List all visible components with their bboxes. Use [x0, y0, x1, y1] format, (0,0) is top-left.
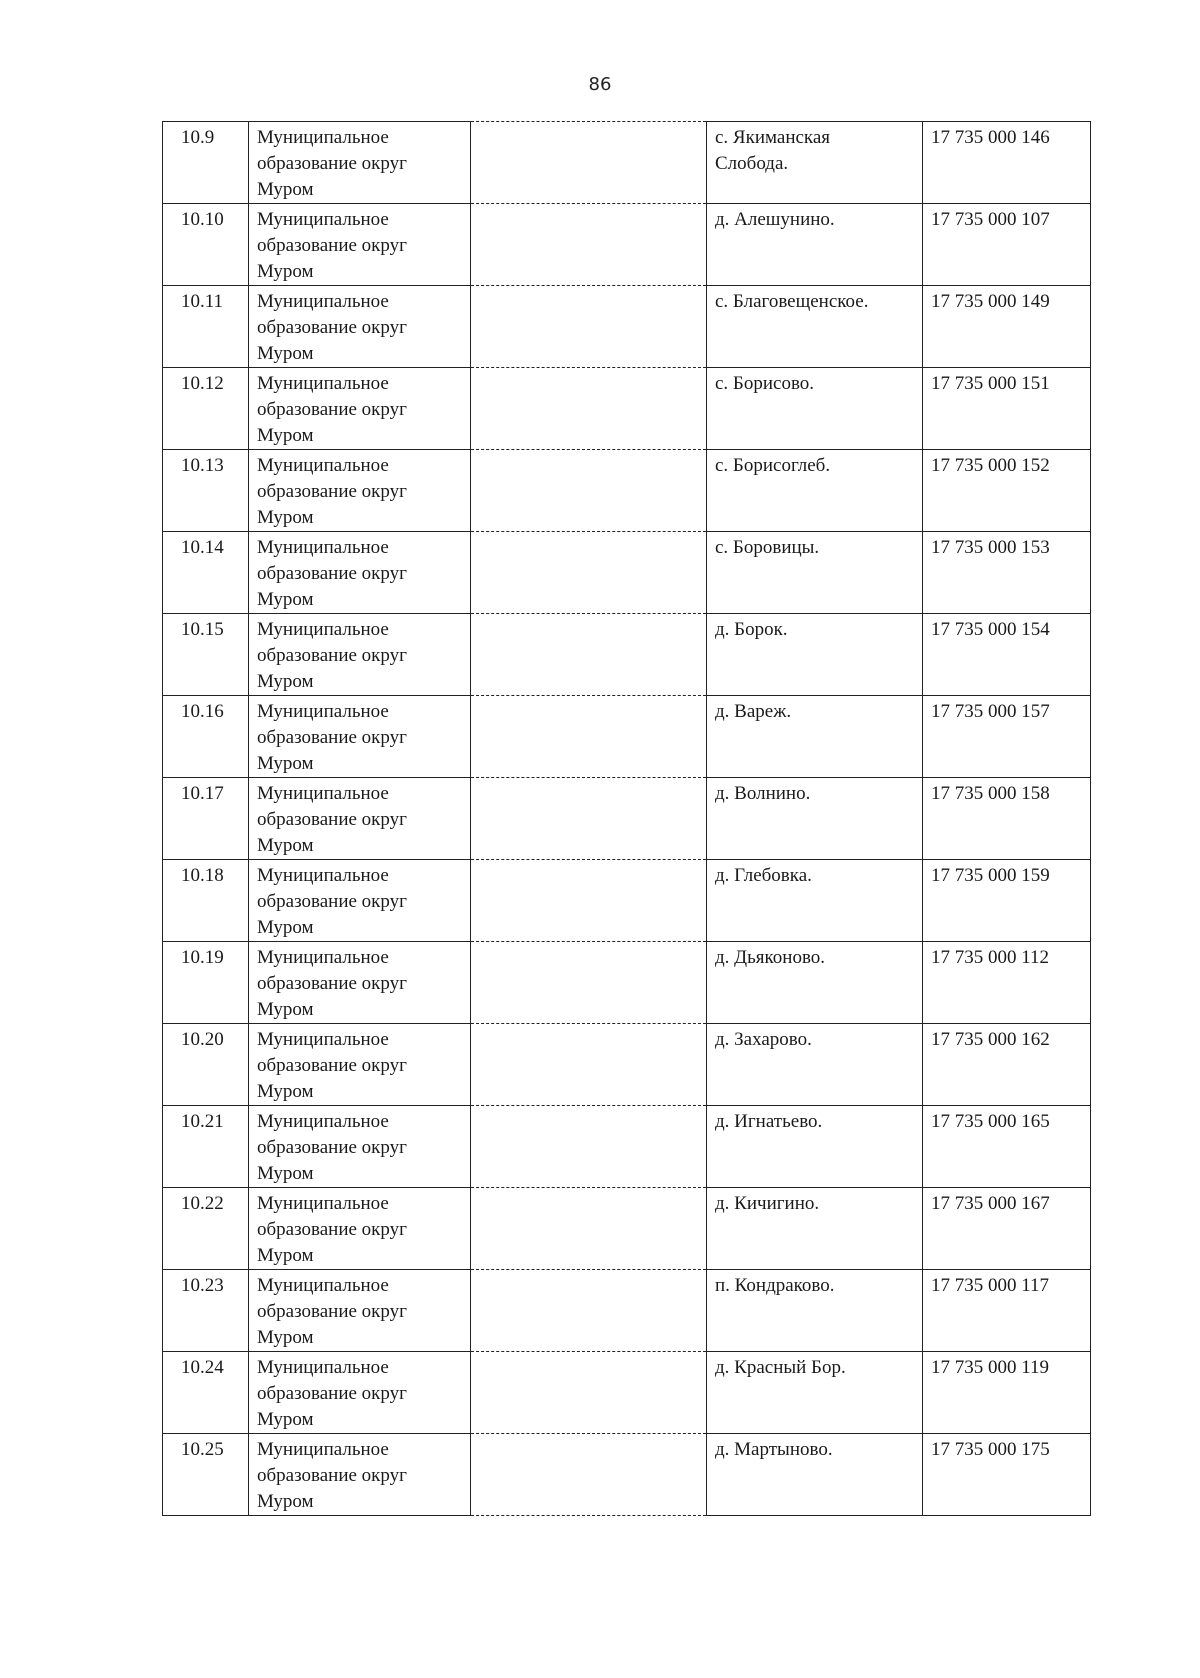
oktmo-code-text: 17 735 000 158 [931, 783, 1050, 804]
municipality-cell [249, 860, 471, 942]
row-number-cell [163, 286, 249, 368]
oktmo-code-text: 17 735 000 162 [931, 1029, 1050, 1050]
settlement-cell [707, 1434, 923, 1516]
oktmo-code-text: 17 735 000 151 [931, 373, 1050, 394]
empty-cell [471, 1434, 707, 1516]
settlement-text: с. Борисоглеб. [715, 455, 831, 476]
row-number-text: 10.10 [181, 209, 224, 230]
municipality-cell [249, 204, 471, 286]
settlement-text: д. Глебовка. [715, 865, 812, 886]
municipality-cell [249, 1024, 471, 1106]
settlement-text: с. Якиманская Слобода. [715, 127, 831, 174]
settlement-text: д. Дьяконово. [715, 947, 826, 968]
municipality-cell [249, 778, 471, 860]
oktmo-code-text: 17 735 000 154 [931, 619, 1050, 640]
table-row [163, 122, 1091, 204]
row-number-cell [163, 614, 249, 696]
oktmo-code-cell [923, 122, 1091, 204]
row-number-cell [163, 1188, 249, 1270]
municipality-cell [249, 1434, 471, 1516]
settlement-text: с. Боровицы. [715, 537, 820, 558]
oktmo-code-text: 17 735 000 153 [931, 537, 1050, 558]
settlement-cell [707, 614, 923, 696]
municipality-cell [249, 942, 471, 1024]
settlement-text: д. Алешунино. [715, 209, 835, 230]
table-row [163, 450, 1091, 532]
empty-cell [471, 1188, 707, 1270]
municipality-text: Муниципальное образование округ Муром [257, 373, 407, 446]
oktmo-code-cell [923, 614, 1091, 696]
row-number-text: 10.19 [181, 947, 224, 968]
municipality-text: Муниципальное образование округ Муром [257, 1029, 407, 1102]
table-row [163, 614, 1091, 696]
settlement-cell [707, 1106, 923, 1188]
oktmo-code-cell [923, 778, 1091, 860]
empty-cell [471, 122, 707, 204]
row-number-cell [163, 1024, 249, 1106]
municipality-cell [249, 532, 471, 614]
empty-cell [471, 286, 707, 368]
empty-cell [471, 1106, 707, 1188]
municipality-text: Муниципальное образование округ Муром [257, 455, 407, 528]
row-number-cell [163, 778, 249, 860]
oktmo-code-cell [923, 1352, 1091, 1434]
settlement-cell [707, 122, 923, 204]
municipality-cell [249, 286, 471, 368]
municipality-text: Муниципальное образование округ Муром [257, 947, 407, 1020]
table-row [163, 1352, 1091, 1434]
table-row [163, 778, 1091, 860]
table-row [163, 1188, 1091, 1270]
table-row [163, 204, 1091, 286]
settlement-cell [707, 286, 923, 368]
empty-cell [471, 1024, 707, 1106]
oktmo-code-text: 17 735 000 119 [931, 1357, 1050, 1378]
settlement-text: д. Игнатьево. [715, 1111, 823, 1132]
table-row [163, 1434, 1091, 1516]
row-number-text: 10.12 [181, 373, 224, 394]
oktmo-code-text: 17 735 000 146 [931, 127, 1050, 148]
settlement-cell [707, 696, 923, 778]
empty-cell [471, 204, 707, 286]
oktmo-code-text: 17 735 000 165 [931, 1111, 1050, 1132]
row-number-text: 10.22 [181, 1193, 224, 1214]
table-row [163, 696, 1091, 778]
oktmo-code-text: 17 735 000 159 [931, 865, 1050, 886]
settlement-cell [707, 368, 923, 450]
settlement-cell [707, 532, 923, 614]
empty-cell [471, 778, 707, 860]
oktmo-code-text: 17 735 000 167 [931, 1193, 1050, 1214]
municipality-text: Муниципальное образование округ Муром [257, 619, 407, 692]
empty-cell [471, 696, 707, 778]
settlement-text: с. Благовещенское. [715, 291, 869, 312]
row-number-cell [163, 860, 249, 942]
empty-cell [471, 450, 707, 532]
row-number-cell [163, 532, 249, 614]
empty-cell [471, 1270, 707, 1352]
table-row [163, 286, 1091, 368]
row-number-cell [163, 1434, 249, 1516]
oktmo-code-cell [923, 860, 1091, 942]
municipality-cell [249, 1352, 471, 1434]
row-number-cell [163, 942, 249, 1024]
settlement-cell [707, 942, 923, 1024]
oktmo-code-text: 17 735 000 112 [931, 947, 1050, 968]
municipality-text: Муниципальное образование округ Муром [257, 537, 407, 610]
row-number-text: 10.25 [181, 1439, 224, 1460]
oktmo-code-text: 17 735 000 157 [931, 701, 1050, 722]
settlement-text: д. Кичигино. [715, 1193, 820, 1214]
settlement-cell [707, 450, 923, 532]
empty-cell [471, 368, 707, 450]
oktmo-code-cell [923, 1188, 1091, 1270]
row-number-cell [163, 1352, 249, 1434]
row-number-text: 10.23 [181, 1275, 224, 1296]
settlement-text: с. Борисово. [715, 373, 815, 394]
municipality-text: Муниципальное образование округ Муром [257, 127, 407, 200]
row-number-text: 10.17 [181, 783, 224, 804]
municipality-cell [249, 1106, 471, 1188]
municipality-cell [249, 122, 471, 204]
settlements-table [162, 121, 1091, 1516]
settlement-cell [707, 860, 923, 942]
oktmo-code-cell [923, 204, 1091, 286]
settlement-text: д. Красный Бор. [715, 1357, 846, 1378]
empty-cell [471, 942, 707, 1024]
settlement-text: д. Захарово. [715, 1029, 812, 1050]
table-row [163, 942, 1091, 1024]
municipality-text: Муниципальное образование округ Муром [257, 701, 407, 774]
oktmo-code-cell [923, 1024, 1091, 1106]
empty-cell [471, 1352, 707, 1434]
oktmo-code-text: 17 735 000 117 [931, 1275, 1050, 1296]
table-row [163, 1106, 1091, 1188]
table-body [163, 122, 1091, 1516]
row-number-cell [163, 450, 249, 532]
municipality-cell [249, 450, 471, 532]
row-number-text: 10.14 [181, 537, 224, 558]
oktmo-code-cell [923, 368, 1091, 450]
row-number-text: 10.16 [181, 701, 224, 722]
municipality-text: Муниципальное образование округ Муром [257, 1275, 407, 1348]
row-number-text: 10.13 [181, 455, 224, 476]
table-row [163, 1024, 1091, 1106]
row-number-text: 10.24 [181, 1357, 224, 1378]
municipality-text: Муниципальное образование округ Муром [257, 1439, 407, 1512]
settlement-cell [707, 1188, 923, 1270]
municipality-cell [249, 1270, 471, 1352]
municipality-cell [249, 614, 471, 696]
oktmo-code-cell [923, 696, 1091, 778]
municipality-cell [249, 696, 471, 778]
row-number-text: 10.15 [181, 619, 224, 640]
settlement-text: д. Борок. [715, 619, 788, 640]
settlement-text: п. Кондраково. [715, 1275, 835, 1296]
oktmo-code-cell [923, 1434, 1091, 1516]
oktmo-code-text: 17 735 000 152 [931, 455, 1050, 476]
row-number-cell [163, 1270, 249, 1352]
municipality-text: Муниципальное образование округ Муром [257, 783, 407, 856]
settlement-cell [707, 778, 923, 860]
page-number: 86 [588, 74, 612, 95]
oktmo-code-cell [923, 286, 1091, 368]
settlement-cell [707, 1270, 923, 1352]
settlement-cell [707, 204, 923, 286]
row-number-text: 10.20 [181, 1029, 224, 1050]
empty-cell [471, 614, 707, 696]
row-number-cell [163, 204, 249, 286]
row-number-text: 10.11 [181, 291, 224, 312]
table-row [163, 368, 1091, 450]
oktmo-code-cell [923, 1106, 1091, 1188]
settlement-text: д. Вареж. [715, 701, 792, 722]
oktmo-code-cell [923, 1270, 1091, 1352]
municipality-text: Муниципальное образование округ Муром [257, 291, 407, 364]
oktmo-code-text: 17 735 000 175 [931, 1439, 1050, 1460]
table-row [163, 532, 1091, 614]
oktmo-code-cell [923, 532, 1091, 614]
oktmo-code-text: 17 735 000 149 [931, 291, 1050, 312]
row-number-cell [163, 1106, 249, 1188]
table-row [163, 860, 1091, 942]
municipality-text: Муниципальное образование округ Муром [257, 865, 407, 938]
row-number-text: 10.9 [181, 127, 215, 148]
empty-cell [471, 532, 707, 614]
row-number-cell [163, 696, 249, 778]
municipality-text: Муниципальное образование округ Муром [257, 1357, 407, 1430]
municipality-text: Муниципальное образование округ Муром [257, 1111, 407, 1184]
municipality-cell [249, 368, 471, 450]
settlement-cell [707, 1024, 923, 1106]
settlement-text: д. Волнино. [715, 783, 811, 804]
row-number-text: 10.21 [181, 1111, 224, 1132]
oktmo-code-cell [923, 450, 1091, 532]
oktmo-code-text: 17 735 000 107 [931, 209, 1050, 230]
municipality-text: Муниципальное образование округ Муром [257, 209, 407, 282]
row-number-cell [163, 368, 249, 450]
municipality-text: Муниципальное образование округ Муром [257, 1193, 407, 1266]
row-number-text: 10.18 [181, 865, 224, 886]
settlement-cell [707, 1352, 923, 1434]
settlement-text: д. Мартыново. [715, 1439, 833, 1460]
row-number-cell [163, 122, 249, 204]
empty-cell [471, 860, 707, 942]
oktmo-code-cell [923, 942, 1091, 1024]
municipality-cell [249, 1188, 471, 1270]
table-row [163, 1270, 1091, 1352]
